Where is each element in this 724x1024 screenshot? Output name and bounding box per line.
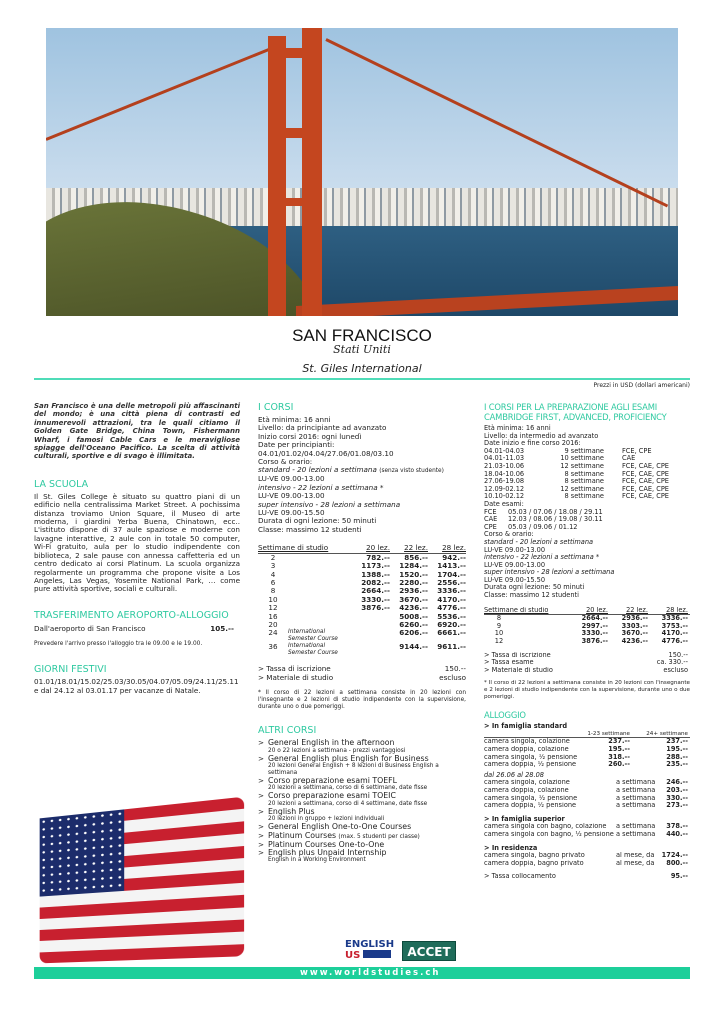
holidays-text: 01.01/18.01/15.02/25.03/30.05/04.07/05.09/24.11/25.11 e dal 24.12 al 03.01.17 per vacanze di Natale. (34, 677, 239, 695)
housing-row (484, 860, 690, 868)
residence_label: > In residenza (484, 843, 538, 852)
cell: 1284.-- (399, 561, 428, 571)
exam-dates-label: Date esami: (484, 499, 524, 508)
cell: camera singola, ½ pensione (484, 753, 578, 761)
housing-row (484, 831, 690, 839)
cell: 150.-- (444, 664, 466, 674)
course-title: Platinum Courses One-to-One (268, 839, 385, 849)
cell: 237.-- (608, 738, 630, 746)
course-note: (max. 5 studenti per classe) (338, 833, 420, 840)
fee-row (258, 674, 466, 682)
cell: 36 (268, 642, 278, 652)
us-flag-image (40, 797, 244, 964)
other-course-item (258, 849, 466, 864)
cell: 04.01-04.03 (484, 447, 525, 455)
housing-heading: ALLOGGIO (484, 710, 526, 721)
cell: 4170.-- (437, 594, 466, 604)
cell: 195.-- (666, 745, 688, 753)
cell: camera singola, colazione (484, 738, 570, 746)
bullet-icon: > (258, 848, 265, 857)
cell: 12 settimane (560, 462, 604, 470)
cell: FCE, CAE, CPE (622, 462, 669, 470)
cell: 1413.-- (437, 561, 466, 571)
housing-row (484, 754, 690, 762)
cell: a settimana (616, 830, 656, 838)
exam-duration: Durata ogni lezione: 50 minuti (484, 583, 585, 592)
bullet-icon: > (258, 738, 265, 748)
housing-row (484, 802, 690, 810)
cell: 3876.-- (581, 638, 608, 646)
cell: 2664.-- (581, 615, 608, 623)
housing-row (484, 738, 690, 746)
cell: 288.-- (666, 753, 688, 761)
cell (352, 629, 390, 643)
other-course-item (258, 739, 466, 754)
prices-note: Prezzi in USD (dollari americani) (593, 382, 690, 389)
exam-super: super intensivo - 28 lezioni a settimana (484, 568, 615, 577)
cell: 330.-- (666, 794, 688, 802)
country-subtitle: Stati Uniti (333, 343, 391, 356)
cell: > Materiale di studio (484, 666, 553, 674)
cell: 237.-- (666, 738, 688, 746)
course-info: Inizio corsi 2016: ogni lunedì (258, 431, 362, 441)
bullet-icon: > (258, 791, 265, 801)
schedule-label: Corso & orario: (484, 530, 534, 539)
other-course-item (258, 755, 466, 777)
left-column (34, 402, 240, 695)
cell: 24 (268, 628, 278, 638)
golden-gate-bridge-photo (46, 28, 678, 316)
cell: 378.-- (666, 823, 688, 831)
cell (288, 562, 352, 570)
cell: camera doppia, ½ pensione (484, 761, 577, 769)
cell: 318.-- (608, 753, 630, 761)
exam-info: Età minima: 16 anni (484, 424, 551, 432)
course-info: Livello: da principiante ad avanzato (258, 423, 387, 433)
column-header: 28 lez. (442, 543, 466, 553)
date-row (484, 463, 690, 471)
exams-heading: I CORSI PER LA PREPARAZIONE AGLI ESAMI CAMBRIDGE FIRST, ADVANCED, PROFICIENCY (484, 402, 667, 422)
exam-info: Date inizio e fine corso 2016: (484, 439, 581, 448)
courses-heading: I CORSI (258, 402, 294, 413)
housing-row (484, 795, 690, 803)
cell: 10.10-02.12 (484, 493, 525, 501)
fee-row (484, 667, 690, 675)
cell: 3753.-- (661, 622, 688, 630)
bullet-icon: > (258, 775, 265, 785)
cell: a settimana (616, 823, 656, 831)
date-row (484, 486, 690, 494)
cell: 9611.-- (437, 642, 466, 652)
holidays-heading: GIORNI FESTIVI (34, 664, 107, 676)
cell (514, 638, 570, 646)
exam-class: Classe: massimo 12 studenti (484, 591, 579, 600)
cell: International Semester Course (288, 629, 338, 643)
course-info: Date per principianti: 04.01/01.02/04.04/27.06/01.08/03.10 (258, 440, 394, 458)
divider (34, 378, 690, 380)
table-row (258, 604, 466, 612)
column-header: 22 lez. (404, 543, 428, 553)
cell: 3670.-- (621, 630, 648, 638)
cell: FCE, CAE, CPE (622, 485, 669, 493)
accet-logo: ACCET (402, 941, 456, 961)
family-standard-label: > In famiglia standard (484, 722, 568, 731)
cell: 8 settimane (564, 470, 604, 478)
cell: 235.-- (666, 761, 688, 769)
cell: a settimana (616, 786, 656, 794)
spacer (484, 731, 578, 738)
exam-date-row (484, 516, 690, 524)
cell (352, 613, 390, 621)
cell: > Tassa di iscrizione (258, 664, 331, 674)
cell: camera singola, ½ pensione (484, 794, 578, 802)
cell: 12 settimane (560, 485, 604, 493)
transfer-heading: TRASFERIMENTO AEROPORTO-ALLOGGIO (34, 609, 229, 621)
cell: al mese, da (616, 852, 655, 860)
cell (288, 571, 352, 579)
cell: 2936.-- (399, 586, 428, 596)
course-name: super intensivo - 28 lezioni a settimana (258, 499, 401, 509)
cell: 1173.-- (361, 561, 390, 571)
summer-label: dal 26.06 al 28.08 (484, 770, 544, 779)
cell: 1388.-- (361, 569, 390, 579)
table-row (484, 623, 690, 631)
table-row (484, 638, 690, 646)
housing-row (484, 746, 690, 754)
cell: escluso (663, 666, 688, 674)
cell: 20 (268, 619, 278, 629)
cell: 3876.-- (361, 603, 390, 613)
cell: camera doppia, ½ pensione (484, 802, 577, 810)
bullet-icon: > (258, 806, 265, 816)
cell: > Tassa collocamento (484, 873, 556, 881)
cell: ca. 330.-- (656, 659, 688, 667)
cell (352, 643, 390, 657)
cell: 1520.-- (399, 569, 428, 579)
table-row (258, 629, 466, 643)
cell: 6920.-- (437, 619, 466, 629)
housing-row (484, 852, 690, 860)
cell: 5008.-- (399, 611, 428, 621)
column-header: 28 lez. (666, 606, 688, 614)
course-title: Platinum Courses (268, 830, 337, 840)
exam-standard: standard - 20 lezioni a settimana (484, 537, 594, 546)
cell: 2997.-- (581, 622, 608, 630)
cell: FCE, CPE (622, 447, 652, 455)
cell: International Semester Course (288, 643, 338, 657)
cell (288, 554, 352, 562)
cell: a settimana (616, 794, 656, 802)
transfer-label: Dall'aeroporto di San Francisco (34, 623, 146, 633)
bullet-icon: > (258, 822, 265, 832)
fees (258, 665, 466, 682)
cell: escluso (439, 672, 466, 682)
course-title: English plus Unpaid Internship (268, 848, 387, 857)
cell: a settimana (616, 802, 656, 810)
cell: 9144.-- (399, 642, 428, 652)
cell: 21.03-10.06 (484, 462, 525, 470)
cell: 3 (270, 561, 276, 571)
cell: 12 (268, 603, 278, 613)
cell: 942.-- (442, 552, 466, 562)
cell (514, 623, 570, 631)
course-title: English Plus (268, 806, 315, 816)
cell: camera doppia, colazione (484, 745, 569, 753)
date-row (484, 471, 690, 479)
cell: 3303.-- (621, 622, 648, 630)
cell: 1704.-- (437, 569, 466, 579)
schedule: LU-VE 09.00-13.00 (258, 491, 325, 501)
bullet-icon: > (258, 839, 265, 849)
transfer-price: 105.-- (210, 623, 234, 633)
housing-header (484, 731, 690, 739)
cell: CAE (622, 455, 636, 463)
cell: 4776.-- (437, 603, 466, 613)
cell: camera singola con bagno, ½ pensione (484, 830, 614, 838)
course-description: 20 o 22 lezioni a settimana - prezzi vantaggiosi (268, 747, 406, 754)
cell: camera singola, bagno privato (484, 852, 585, 860)
table-row (258, 643, 466, 657)
column-header: 22 lez. (626, 606, 648, 614)
column-header: Settimane di studio (258, 543, 329, 553)
column-header: 24+ settimane (646, 730, 688, 737)
cell: 8 (270, 586, 276, 596)
cell (514, 615, 570, 623)
course-info: Età minima: 16 anni (258, 415, 331, 424)
course-description: 20 lezioni a settimana, corso di 4 settimane, date fisse (268, 800, 428, 807)
exam-date-row (484, 509, 690, 517)
cell: 3670.-- (399, 594, 428, 604)
fee-row (484, 873, 690, 881)
cell: 203.-- (666, 786, 688, 794)
course-description: English in a Working Environment (268, 857, 366, 864)
cell: 2280.-- (399, 577, 428, 587)
cell: camera singola con bagno, colazione (484, 823, 607, 831)
course-description: 20 lezioni General English + 8 lezioni di Business English a settimana (268, 762, 439, 776)
cell: 2082.-- (361, 577, 390, 587)
schedule: LU-VE 09.00-15.50 (258, 508, 325, 518)
cell (288, 579, 352, 587)
duration: Durata di ogni lezione: 50 minuti (258, 516, 377, 526)
cell: 1724.-- (661, 852, 688, 860)
cell: CPE (484, 523, 497, 531)
cell (514, 630, 570, 638)
footer-url[interactable]: www.worldstudies.ch (34, 967, 690, 979)
course-description: 20 lezioni in gruppo + lezioni individuali (268, 816, 385, 823)
cell: camera singola, colazione (484, 779, 570, 787)
column-header: 20 lez. (586, 606, 608, 614)
cell: 6 (270, 577, 276, 587)
cell: 246.-- (666, 779, 688, 787)
superior_label: > In famiglia superior (484, 814, 565, 823)
cell: 6661.-- (437, 628, 466, 638)
cell: FCE, CAE, CPE (622, 493, 669, 501)
exam-time1: LU-VE 09.00-13.00 (484, 545, 546, 554)
cell: 27.06-19.08 (484, 478, 525, 486)
course-title: Corso preparazione esami TOEFL (268, 775, 397, 785)
cell: 782.-- (366, 552, 390, 562)
cell: FCE, CAE, CPE (622, 478, 669, 486)
footnote: * Il corso di 22 lezioni a settimana consiste in 20 lezioni con l'insegnante e 2 lezioni di studio indipendente con la supervisione, durante uno o due pomeriggi. (258, 690, 466, 711)
cell: 5536.-- (437, 611, 466, 621)
date-row (484, 455, 690, 463)
table-row (484, 615, 690, 623)
course-title: General English plus English for Business (268, 753, 429, 763)
cell: 4236.-- (399, 603, 428, 613)
course-name: intensivo - 22 lezioni a settimana * (258, 482, 384, 492)
cell: 12.03 / 08.06 / 19.08 / 30.11 (508, 516, 603, 524)
course-title: General English in the afternoon (268, 738, 395, 748)
table-header (258, 544, 466, 553)
footnote: * Il corso di 22 lezioni a settimana consiste in 20 lezioni con l'insegnante e 2 lezioni di studio indipendente con la supervisione, durante uno o due pomeriggi. (484, 680, 690, 700)
cell: 4236.-- (621, 638, 648, 646)
cell: 3336.-- (437, 586, 466, 596)
cell: 4776.-- (661, 638, 688, 646)
cell: 2556.-- (437, 577, 466, 587)
transfer-note: Prevedere l'arrivo presso l'alloggio tra le 09.00 e le 19.00. (34, 641, 203, 648)
cell: 8 settimane (564, 493, 604, 501)
course-title: General English One-to-One Courses (268, 822, 412, 832)
cell: 3336.-- (661, 615, 688, 623)
table-row (484, 630, 690, 638)
fee-row (484, 659, 690, 667)
cell: 10 settimane (560, 455, 604, 463)
cell: camera doppia, bagno privato (484, 859, 584, 867)
cell: 2 (270, 552, 276, 562)
cell: CAE (484, 516, 498, 524)
other-course-item (258, 777, 466, 792)
exam-time3: LU-VE 09.00-15.50 (484, 575, 546, 584)
cell: 8 (496, 615, 502, 623)
other-course-item (258, 808, 466, 823)
cell: 6260.-- (399, 619, 428, 629)
housing-row (484, 761, 690, 769)
cell (288, 621, 352, 629)
cell: camera doppia, colazione (484, 786, 569, 794)
course-title: Corso preparazione esami TOEIC (268, 791, 396, 801)
housing-row (484, 823, 690, 831)
cell: 10 (494, 630, 504, 638)
fees (484, 652, 690, 675)
column-header: Settimane di studio (484, 606, 549, 614)
school-heading: LA SCUOLA (34, 478, 89, 490)
cell: 05.03 / 09.06 / 01.12 (508, 523, 578, 531)
cell: 856.-- (404, 552, 428, 562)
cell: 2936.-- (621, 615, 648, 623)
cell: 8 settimane (564, 478, 604, 486)
table-row (258, 621, 466, 629)
cell (288, 604, 352, 612)
cell: 9 (496, 622, 502, 630)
cell: FCE, CAE, CPE (622, 470, 669, 478)
other-course-item (258, 792, 466, 807)
date-row (484, 478, 690, 486)
exam-info: Livello: da intermedio ad avanzato (484, 431, 599, 440)
housing-row (484, 779, 690, 787)
course-name: standard - 20 lezioni a settimana (258, 465, 377, 475)
housing-row (484, 787, 690, 795)
cell: > Tassa esame (484, 659, 534, 667)
placement-fee (484, 873, 690, 881)
exam-time2: LU-VE 09.00-13.00 (484, 560, 546, 569)
schedule: LU-VE 09.00-13.00 (258, 474, 325, 484)
intro-text: San Francisco è una delle metropoli più affascinanti del mondo; è una città piena di contrasti ed innumerevoli attrazioni, tra le quali citiamo il Golden Gate Bridge, China Town, Fishermann Wharf, i famosi Cable Cars e le meravigliose spiagge dell'Oceano Pacifico. La scelta di attività culturali, sportive e di svago è illimitata. (34, 402, 240, 461)
column-header: 20 lez. (366, 543, 390, 553)
cell: 18.04-10.06 (484, 470, 525, 478)
exam-intensive: intensivo - 22 lezioni a settimana * (484, 553, 600, 562)
middle-column (258, 402, 466, 864)
cell: 10 (268, 594, 278, 604)
cell: FCE (484, 508, 497, 516)
cell: 9 settimane (564, 447, 604, 455)
cell: 150.-- (668, 651, 688, 659)
class-size: Classe: massimo 12 studenti (258, 524, 362, 534)
cell: 4170.-- (661, 630, 688, 638)
cell: 95.-- (670, 873, 688, 881)
cell: a settimana (616, 779, 656, 787)
bullet-icon: > (258, 753, 265, 763)
cell: 3330.-- (581, 630, 608, 638)
cell: > Materiale di studio (258, 672, 334, 682)
cell: 440.-- (666, 830, 688, 838)
bullet-icon: > (258, 830, 265, 840)
column-header: 1-23 settimane (587, 730, 630, 737)
cell (288, 587, 352, 595)
cell: 195.-- (608, 745, 630, 753)
school-name: St. Giles International (302, 362, 422, 375)
cell (288, 596, 352, 604)
cell: 05.03 / 07.06 / 18.08 / 29.11 (508, 508, 603, 516)
school-text: Il St. Giles College è situato su quattro piani di un edificio nella centralissima Market Street. A pochissima distanza troviamo Union Square, il Museo di arte moderna, i giardini Yerba Buena, Chinatown, ecc.. L'istituto dispone di 37 aule spaziose e moderne con lavagne interattive, 2 aule con in totale 50 computer, Wi-Fi gratuito, aula per lo studio indipendente con biblioteca, 2 sale pause con annessa caffetteria ed un centro dedicato ai corsi Platinum. La scuola organizza regolarmente un programma che propone visite a Los Angeles, Las Vegas, Yosemite National Park, … come pure attività sportive, sociali e culturali. (34, 491, 240, 594)
cell: 12 (494, 638, 504, 646)
course-info: Corso & orario: (258, 457, 313, 467)
cell: 16 (268, 611, 278, 621)
cell: 04.01-11.03 (484, 455, 525, 463)
cell: 800.-- (666, 859, 688, 867)
fee-row (484, 652, 690, 660)
cell (288, 613, 352, 621)
cell: 2664.-- (361, 586, 390, 596)
cell: 273.-- (666, 802, 688, 810)
cell: 12.09-02.12 (484, 485, 525, 493)
cell: > Tassa di iscrizione (484, 651, 551, 659)
course-note: (senza visto studente) (379, 468, 444, 475)
right-column (484, 402, 690, 881)
cell: al mese, da (616, 859, 655, 867)
date-row (484, 448, 690, 456)
cell: 260.-- (608, 761, 630, 769)
table-row (258, 613, 466, 621)
other-courses-heading: ALTRI CORSI (258, 725, 317, 737)
course-description: 20 lezioni a settimana, corso di 6 settimane, date fisse (268, 785, 428, 792)
cell: 4 (270, 569, 276, 579)
cell (352, 621, 390, 629)
cell: 6206.-- (399, 628, 428, 638)
table-header (484, 607, 690, 616)
cell: 3330.-- (361, 594, 390, 604)
page-title: SAN FRANCISCO (292, 326, 432, 345)
english-usa-logo: ENGLISH US (345, 939, 395, 961)
